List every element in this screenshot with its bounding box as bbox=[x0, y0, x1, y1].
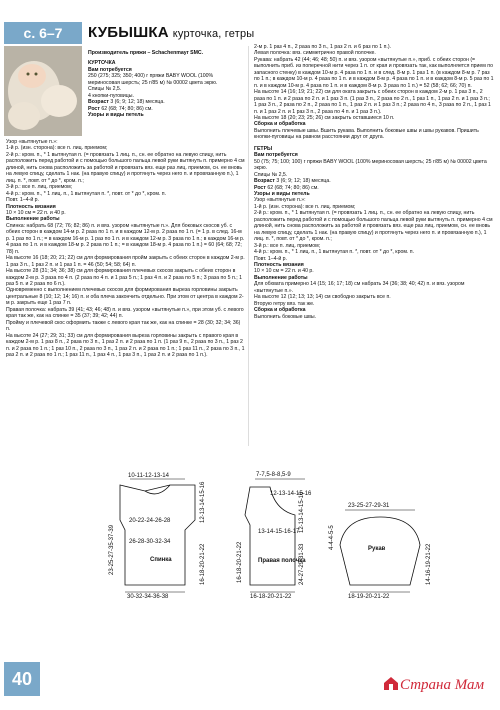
front-left-label: 16-18-20-21-22 bbox=[237, 541, 243, 583]
g-pat-6: Повт. 1–4-й р. bbox=[254, 255, 287, 262]
cont-3: Рукава: набрать 42 (44; 46; 48; 50) п. и вяз. узором «вытянутые п.», приб. с обеих сторон (= выполнить приб. из поперечной нити через 1 п. от края и провязать так, как выполняется прием по запасного стенку) в каждом 10-м р. 4 раза по 1 п. и в след. 8-м р. 1 раз 1 п. (в каждом 8-м р. 7 раз по 1 п.; в каждом 10-м р. 4 раза по 1 п. и в каждом 8-м р. 4 раза по 1 п. и в каждом 8-м р. 5 раз по 1 п. и в каждом 10-м р. 4 раза по 1 п. и в каждом 8-м р. 3 раза по 1 п.) = 52 (58; 62; 66; 70) п. bbox=[254, 56, 494, 89]
left-column-full bbox=[6, 139, 245, 358]
back-schematic bbox=[120, 485, 195, 585]
sleeve-bottom-label: 18-19-20-21-22 bbox=[348, 594, 390, 600]
front-right-b: 24-27-29-31-33 bbox=[299, 543, 305, 585]
g-height-label: Рост bbox=[254, 184, 266, 191]
work-para-4: Одновременно с выполнением плечевых скосов для формирования выреза горловины закрыть центральные 8 (10; 12; 14; 16) п. и оба плеча закончить отдельно. При этом от центра в каждом 2-м р. закрыть еще 1 раз 7 п. bbox=[6, 287, 244, 307]
jacket-need-2: Спицы № 2,5. bbox=[88, 86, 122, 93]
g-pat-2: 1-й р. (изн. сторона): все п. лиц. приемом; bbox=[254, 203, 356, 210]
work-para-1: Спинка: набрать 68 (72; 76; 82; 86) п. и вяз. узором «вытянутые п.». Для боковых скосов уб. с обеих сторон в каждом 14-м р. 2 раза по 1 п. и в каждом 12-м р. 2 раза по 1 п. (= 1 р. в след. 16-м р. 1 раз по 1 п.; = в каждом 16-м р. 1 раз по 1 п. и в каждом 12-м р. 3 раза по 1 п.; в каждом 16-м р. 4 раза по 1 п. и в каждом 18-м р. 2 раза по 1 п.; = в каждом 18-м р. 4 раза по 1 п.) = 60 (64; 68; 72; 78) п. bbox=[6, 222, 245, 255]
work-para-7: На высоте 24 (27; 29; 31; 33) см для формирования выреза горловины закрыть с правого края в каждом 2-м р. 1 раз 8 п., 2 раза по 3 п., 1 раз 2 п. и 2 раза по 1 п. (1 раз 9 п., 2 раза по 3 п., 1 раз 2 п. и 2 раза по 1 п.; 1 раз 10 п., 2 раза по 3 п., 1 раз 2 п. и 2 раза по 1 п.; 1 раз 11 п., 2 раза по 3 п., 1 раз 2 п. и 2 раза по 1 п.; 1 раз 11 п., 1 раз 4 п., 1 раз 3 п., 1 раз 2 п. и 2 раза по 1 п.). bbox=[6, 332, 245, 358]
cont-2: Левая полочка: вяз. симметрично правой полочке. bbox=[254, 50, 376, 57]
pattern-line-6: Повт. 1–4-й р. bbox=[6, 197, 39, 204]
sleeve-top-label: 23-25-27-29-31 bbox=[348, 503, 390, 509]
g-work-1: Для обхвата примерно 14 (15; 16; 17; 18) см набрать 34 (36; 38; 40; 42) п. и вяз. узором «вытянутые п.». bbox=[254, 281, 465, 294]
pattern-line-1: Узор «вытянутые п.»: bbox=[6, 139, 58, 145]
jacket-need-3: 4 кнопки-пуговицы. bbox=[88, 92, 134, 99]
back-neck-label: 20-22-24-26-28 bbox=[129, 518, 171, 524]
front-schematic bbox=[245, 487, 295, 585]
back-bottom-label: 30-32-34-36-38 bbox=[127, 594, 169, 600]
sleeve-right-label: 14-16-19-21-22 bbox=[426, 543, 432, 585]
work-heading: Выполнение работы bbox=[6, 216, 60, 223]
article-title bbox=[88, 24, 254, 41]
work-para-2: На высоте 16 (18; 20; 21; 22) см для формирования пройм закрыть с обеих сторон в каждом 2-м р. 1 раз 3 п., 1 раз 2 п. и 1 раз 1 п. = 46 (50; 54; 58; 64) п. bbox=[6, 255, 245, 268]
house-logo-icon bbox=[382, 674, 400, 692]
g-work-2: На высоте 12 (12; 13; 13; 14) см свободно закрыть все п. bbox=[254, 294, 391, 301]
pattern-line-4: 3-й р.: все п. лиц. приемом; bbox=[6, 184, 73, 191]
column-divider bbox=[248, 46, 249, 446]
pattern-line-5: 4-й р.: кром. п., * 1 лиц. п., 1 вытянутая п. *, повт. от * до *, кром. п. bbox=[6, 190, 167, 197]
pattern-line-2: 1-й р. (изн. сторона): все п. лиц. приемом; bbox=[6, 145, 108, 152]
g-height-value: 62 (68; 74; 80; 86) см. bbox=[267, 184, 319, 191]
cont-4: На высоте 14 (16; 19; 21; 22) см для оката закрыть с обеих сторон в каждом 2-м р. 1 раз 3 п., 2 раза по 1 п. и 2 раза по 2 п. и 1 раз 3 п. (1 раз 3 п., 2 раза по 2 п., 1 раз 1 п., 1 раз 2 п. и 1 раз 3 п.; 1 раз 3 п., 2 раза по 2 п., 2 раза по 1 п., 1 раз 2 п. и 1 раз 3 п.; 2 раза по 4 п., 3 раза по 2 п., 1 раз 1 п. и 1 раз 2 п. и 1 раз 3 п., 2 раза по 4 п. и 1 раз 3 п.). bbox=[254, 89, 491, 115]
g-density-heading: Плотность вязания bbox=[254, 261, 304, 268]
schematic-diagrams bbox=[0, 465, 500, 630]
jacket-need-heading: Вам потребуется bbox=[88, 66, 132, 73]
back-mid-label: 26-28-30-32-34 bbox=[129, 539, 171, 545]
g-age-value: 3 (6; 9; 12; 18) месяца. bbox=[276, 178, 331, 185]
g-work-3: Вторую гетру вяз. так же. bbox=[254, 300, 315, 307]
jacket-height-label: Рост bbox=[88, 105, 100, 112]
work-para-6: Пройму и плечевой скос оформить также с левого края так же, как на спинке = 28 (30; 32; 34; 36) п. bbox=[6, 319, 241, 333]
jacket-age-label: Возраст bbox=[88, 99, 109, 106]
front-neck-label: 12-13-14-15-16 bbox=[270, 491, 312, 497]
g-density: 10 × 10 см = 22 п. и 40 р. bbox=[254, 268, 314, 275]
g-pat-heading: Узоры и виды петель bbox=[254, 190, 310, 197]
sleeve-name: Рукав bbox=[368, 546, 386, 552]
density-value: 10 × 10 см = 22 п. и 40 р. bbox=[6, 209, 66, 216]
g-asm-heading: Сборка и обработка bbox=[254, 307, 306, 314]
work-para-3: На высоте 28 (31; 34; 36; 38) см для формирования плечевых скосов закрыть с обеих сторон в каждом 2-м р. 3 раза по 4 п. (2 раза по 4 п. и 1 раз 5 п.; 1 раз 4 п. и 2 раза по 5 п.; 3 раза по 5 п.; 1 раз 5 п. и 2 раза по 6 п.). bbox=[6, 268, 242, 287]
back-left-label: 23-25-27-35-37-39 bbox=[109, 524, 115, 575]
jacket-patterns-heading: Узоры и виды петель bbox=[88, 112, 144, 119]
g-pat-4: 3-й р.: все п. лиц. приемом; bbox=[254, 242, 321, 249]
g-need-2: Спицы № 2,5. bbox=[254, 171, 288, 178]
back-top-label: 10-11-12-13-14 bbox=[128, 473, 169, 479]
back-right-a: 12-13-14-15-16 bbox=[200, 481, 206, 523]
page-header bbox=[0, 22, 500, 44]
watermark: Страна Мам bbox=[400, 677, 485, 693]
assembly-text: Выполнить плечевые швы. Вшить рукава. Выполнить боковые швы и швы рукавов. Пришить кнопки-пуговицы на равном расстоянии друг от друга. bbox=[254, 127, 479, 141]
page-number: 40 bbox=[4, 662, 40, 696]
front-name: Правая полочка bbox=[258, 558, 306, 564]
assembly-heading: Сборка и обработка bbox=[254, 121, 306, 128]
page-reference: с. 6–7 bbox=[4, 22, 82, 44]
g-pat-3: 2-й р.: кром. п., * 1 вытянутая п. (= провязать 1 лиц. п., сн. ее обратно на левую спицу, нить расположить перед работой и с помощью большого пальца левой руки вытянуть п. примерно 4 см длиной, нить снова расположить за работой и провязать вяз. еще раз лиц. приемом, сн. ее вновь на левую спицу, сделать 1 нак. (на правую спицу) и протянуть через него п. и провязанную п.), 1 лиц. п. *, повт. от * до *, кром. п.; bbox=[254, 210, 493, 243]
front-right-a: 12-13-14-15-16 bbox=[299, 491, 305, 533]
yarn-maker: Производитель пряжи – Schachenmayr SMC. bbox=[88, 50, 204, 56]
pattern-line-3: 2-й р.: кром. п., * 1 вытянутая п. (= провязать 1 лиц. п., сн. ее обратно на левую спицу, нить расположить перед работой и с помощью большого пальца левой руки вытянуть п. примерно 4 см длиной, нить снова расположить за работой и провязать вяз. еще раз лиц. приемом, сн. ее вновь на левую спицу, сделать 1 нак. (на правую спицу) и протянуть через него п. и провязанную п.), 1 лиц. п. *, повт. от * до *, кром. п.; bbox=[6, 151, 245, 184]
cont-5: На высоте 18 (20; 23; 25; 26) см закрыть оставшиеся 10 п. bbox=[254, 114, 395, 121]
title-text: КУБЫШКА bbox=[88, 24, 169, 41]
g-asm: Выполнить боковые швы. bbox=[254, 313, 317, 320]
g-work-heading: Выполнение работы bbox=[254, 274, 308, 281]
cont-1: 2-м р. 1 раз 4 п., 2 раза по 3 п., 1 раз 2 п. и 6 раз по 1 п.). bbox=[254, 44, 391, 50]
g-need-heading: Вам потребуется bbox=[254, 152, 298, 159]
left-column bbox=[88, 50, 245, 119]
density-heading: Плотность вязания bbox=[6, 203, 56, 210]
jacket-height-value: 62 (68; 74; 80; 86) см. bbox=[101, 105, 153, 112]
right-column bbox=[254, 44, 494, 320]
title-subtitle: курточка, гетры bbox=[172, 28, 255, 40]
front-top-label: 7-7,5-8-8,5-9 bbox=[256, 472, 291, 478]
front-mid-label: 13-14-15-16-17 bbox=[258, 529, 300, 535]
g-age-label: Возраст bbox=[254, 178, 275, 185]
g-need-1: 50 (75; 75; 100; 100) г пряжи BABY WOOL (100% мериносовая шерсть; 25 г/85 м) № 00002 цвета экрю. bbox=[254, 158, 487, 172]
work-para-5: Правая полочка: набрать 39 (41; 43; 46; 48) п. и вяз. узором «вытянутые п.», при этом уб. с левого края так же, как на спинке = 35 (37; 39; 42; 44) п. bbox=[6, 306, 244, 320]
jacket-age-value: 3 (6; 9; 12; 18) месяца. bbox=[110, 99, 165, 106]
sleeve-left-label: 4-4-4-5-5 bbox=[329, 525, 335, 550]
jacket-need-1: 250 (275; 325; 350; 400) г пряжи BABY WOOL (100% мериносовая шерсть; 25 г/85 м) № 00002 цвета экрю. bbox=[88, 73, 218, 86]
back-name: Спинка bbox=[150, 557, 172, 563]
g-pat-1: Узор «вытянутые п.»: bbox=[254, 197, 306, 204]
baby-photo bbox=[4, 46, 82, 136]
g-pat-5: 4-й р.: кром. п., * 1 лиц. п., 1 вытянутая п. *, повт. от * до *, кром. п. bbox=[254, 249, 415, 256]
gaiters-heading: ГЕТРЫ bbox=[254, 145, 273, 152]
back-right-b: 16-18-20-21-22 bbox=[200, 543, 206, 585]
front-bottom-label: 16-18-20-21-22 bbox=[250, 594, 292, 600]
jacket-heading: КУРТОЧКА bbox=[88, 60, 116, 67]
